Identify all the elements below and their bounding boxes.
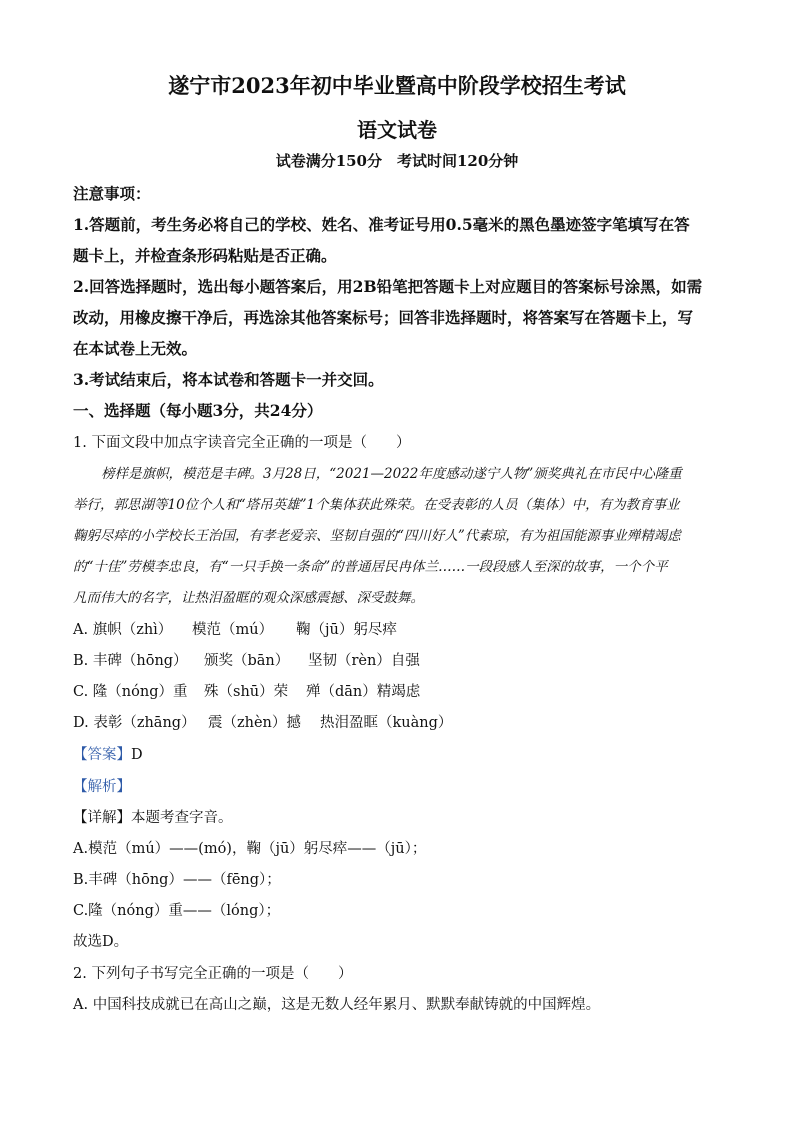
option-b-item-3: 坚韧（rèn）自强 xyxy=(308,653,420,669)
detail-row xyxy=(73,806,233,827)
option-d-item-1: D. 表彰（zhāng） xyxy=(73,715,196,731)
notice-line: 1.答题前，考生务必将自己的学校、姓名、准考证号用0.5毫米的黑色墨迹签字笔填写在答 xyxy=(73,215,690,234)
page-subtitle: 语文试卷 xyxy=(357,118,437,142)
notice-heading: 注意事项： xyxy=(73,184,151,203)
detail-line: B.丰碑（hōng）——（fēng）； xyxy=(73,872,281,888)
notice-line: 题卡上，并检查条形码粘贴是否正确。 xyxy=(73,246,337,265)
passage-line: 凡而伟大的名字，让热泪盈眶的观众深感震撼、深受鼓舞。 xyxy=(73,590,424,606)
analysis-tag: 【解析】 xyxy=(73,779,131,795)
option-b-item-2: 颁奖（bān） xyxy=(204,653,290,669)
notice-line: 2.回答选择题时，选出每小题答案后，用2B铅笔把答题卡上对应题目的答案标号涂黑，如需 xyxy=(73,277,703,296)
option-d-item-3: 热泪盈眶（kuàng） xyxy=(320,715,453,731)
answer-tag: 【答案】 xyxy=(73,747,131,763)
exam-info: 试卷满分150分 考试时间120分钟 xyxy=(275,152,519,170)
passage-line: 榜样是旗帜，模范是丰碑。3月28日，“2021—2022年度感动遂宁人物”颁奖典礼在市民中心隆重 xyxy=(101,466,682,482)
passage-line: 的“十佳”劳模李忠良，有“一只手换一条命”的普通居民冉体兰……一段段感人至深的故事，一个个平 xyxy=(73,559,668,575)
notice-line: 3.考试结束后，将本试卷和答题卡一并交回。 xyxy=(73,370,384,389)
detail-line: 故选D。 xyxy=(73,934,129,950)
option-c-item-1: C. 隆（nóng）重 xyxy=(73,684,188,700)
answer-row xyxy=(73,743,143,764)
option-a-item-3: 鞠（jū）躬尽瘁 xyxy=(296,622,397,638)
option-c-item-2: 殊（shū）荣 xyxy=(204,684,289,700)
passage-line: 鞠躬尽瘁的小学校长王治国，有孝老爱亲、坚韧自强的“四川好人”代素琼，有为祖国能源事业殚精竭虑 xyxy=(73,528,681,544)
question-stem: 1. 下面文段中加点字读音完全正确的一项是（ ） xyxy=(73,435,411,451)
question-stem: 2. 下列句子书写完全正确的一项是（ ） xyxy=(73,966,353,982)
detail-tag: 【详解】 xyxy=(73,810,131,826)
option-c-item-3: 殚（dān）精竭虑 xyxy=(306,684,421,700)
option-a-item-2: 模范（mú） xyxy=(192,622,274,638)
page-title: 遂宁市2023年初中毕业暨高中阶段学校招生考试 xyxy=(168,73,626,98)
detail-line: C.隆（nóng）重——（lóng）； xyxy=(73,903,281,919)
option-a: A. 中国科技成就已在高山之巅，这是无数人经年累月、默默奉献铸就的中国辉煌。 xyxy=(73,997,601,1013)
option-b-item-1: B. 丰碑（hōng） xyxy=(73,653,188,669)
option-d-item-2: 震（zhèn）撼 xyxy=(208,715,301,731)
section-heading: 一、选择题（每小题3分，共24分） xyxy=(73,401,323,420)
answer-value: D xyxy=(131,747,143,763)
notice-line: 改动，用橡皮擦干净后，再选涂其他答案标号；回答非选择题时，将答案写在答题卡上，写 xyxy=(73,308,694,327)
passage-line: 举行，郭思湖等10位个人和“塔吊英雄”1个集体获此殊荣。在受表彰的人员（集体）中，有为教育事业 xyxy=(73,497,680,513)
detail-line: A.模范（mú）——(mó)，鞠（jū）躬尽瘁——（jū）； xyxy=(73,841,427,857)
option-a-item-1: A. 旗帜（zhì） xyxy=(73,622,173,638)
detail-line: 本题考查字音。 xyxy=(131,810,233,826)
notice-line: 在本试卷上无效。 xyxy=(73,339,198,358)
